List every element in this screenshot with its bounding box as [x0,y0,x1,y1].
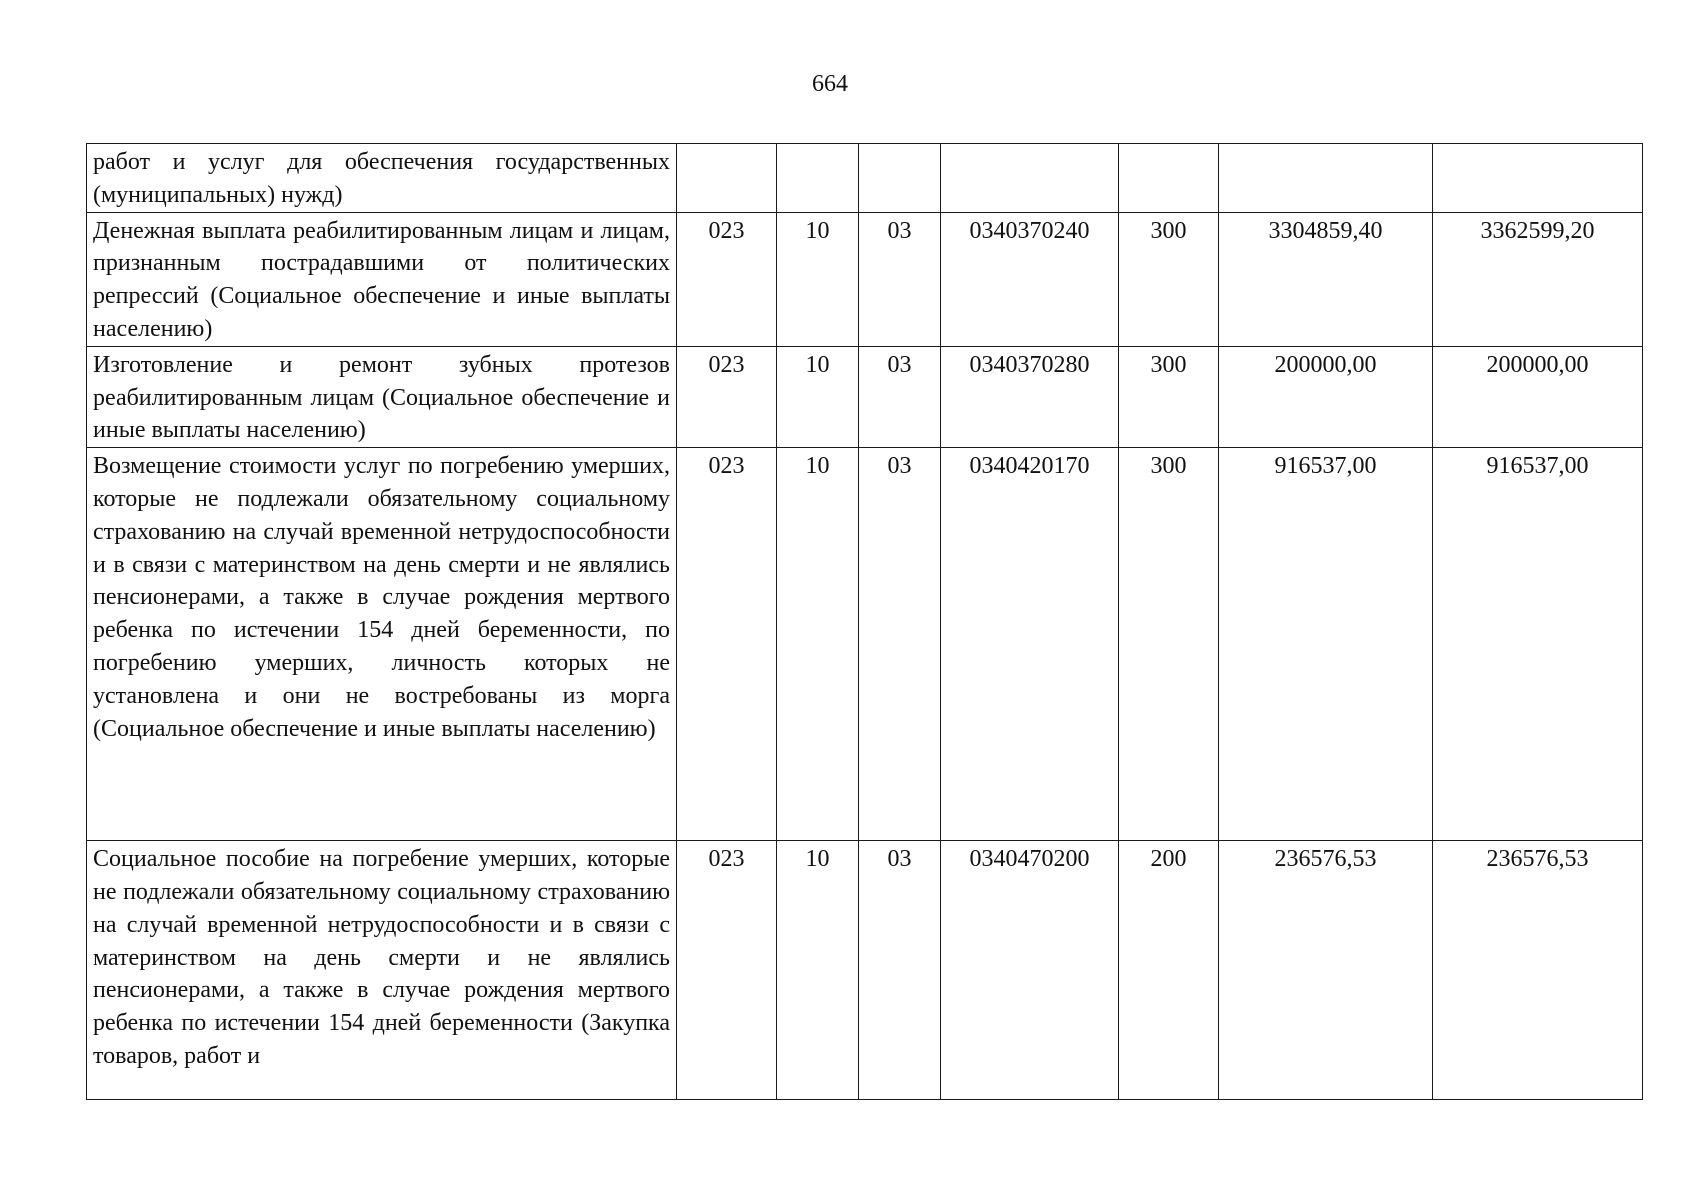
row-amount-2: 3362599,20 [1433,212,1643,346]
row-subsection-code: 03 [859,841,941,1100]
row-name: Денежная выплата реабилитированным лицам и лицам, признанным пострадавшими от политических репрессий (Социальное обеспечение и иные выплаты населению) [87,212,677,346]
row-amount-1: 236576,53 [1219,841,1433,1100]
row-ved-code: 023 [677,841,777,1100]
row-amount-1: 3304859,40 [1219,212,1433,346]
page-number: 664 [812,71,848,97]
row-target-article-code: 0340370280 [941,346,1119,447]
row-expense-type-code: 300 [1119,448,1219,841]
table-row [87,144,1643,213]
row-subsection-code [859,144,941,213]
row-amount-1: 916537,00 [1219,448,1433,841]
row-amount-2: 200000,00 [1433,346,1643,447]
row-expense-type-code [1119,144,1219,213]
row-section-code: 10 [777,841,859,1100]
row-target-article-code [941,144,1119,213]
row-ved-code: 023 [677,448,777,841]
row-name: Социальное пособие на погребение умерших, которые не подлежали обязательному социальному страхованию на случай временной нетрудоспособности и в связи с материнством на день смерти и не являлись пенсионерами, а также в случае рождения мертвого ребенка по истечении 154 дней беременности (Закупка товаров, работ и [87,841,677,1100]
row-target-article-code: 0340420170 [941,448,1119,841]
row-name: Изготовление и ремонт зубных протезов реабилитированным лицам (Социальное обеспечение и иные выплаты населению) [87,346,677,447]
row-target-article-code: 0340470200 [941,841,1119,1100]
row-amount-2: 916537,00 [1433,448,1643,841]
row-expense-type-code: 300 [1119,346,1219,447]
row-section-code: 10 [777,212,859,346]
row-amount-1 [1219,144,1433,213]
table-row [87,448,1643,841]
table-row [87,841,1643,1100]
row-name: работ и услуг для обеспечения государственных (муниципальных) нужд) [87,144,677,213]
row-expense-type-code: 300 [1119,212,1219,346]
row-subsection-code: 03 [859,346,941,447]
row-section-code [777,144,859,213]
row-amount-2: 236576,53 [1433,841,1643,1100]
row-ved-code [677,144,777,213]
budget-table [86,143,1643,1100]
row-target-article-code: 0340370240 [941,212,1119,346]
row-amount-2 [1433,144,1643,213]
row-amount-1: 200000,00 [1219,346,1433,447]
row-name: Возмещение стоимости услуг по погребению умерших, которые не подлежали обязательному социальному страхованию на случай временной нетрудоспособности и в связи с материнством на день смерти и не являлись пенсионерами, а также в случае рождения мертвого ребенка по истечении 154 дней беременности, по погребению умерших, личность которых не установлена и они не востребованы из морга (Социальное обеспечение и иные выплаты населению) [87,448,677,841]
table-row [87,346,1643,447]
row-subsection-code: 03 [859,448,941,841]
table-row [87,212,1643,346]
row-expense-type-code: 200 [1119,841,1219,1100]
row-section-code: 10 [777,448,859,841]
row-ved-code: 023 [677,212,777,346]
row-subsection-code: 03 [859,212,941,346]
row-ved-code: 023 [677,346,777,447]
row-section-code: 10 [777,346,859,447]
